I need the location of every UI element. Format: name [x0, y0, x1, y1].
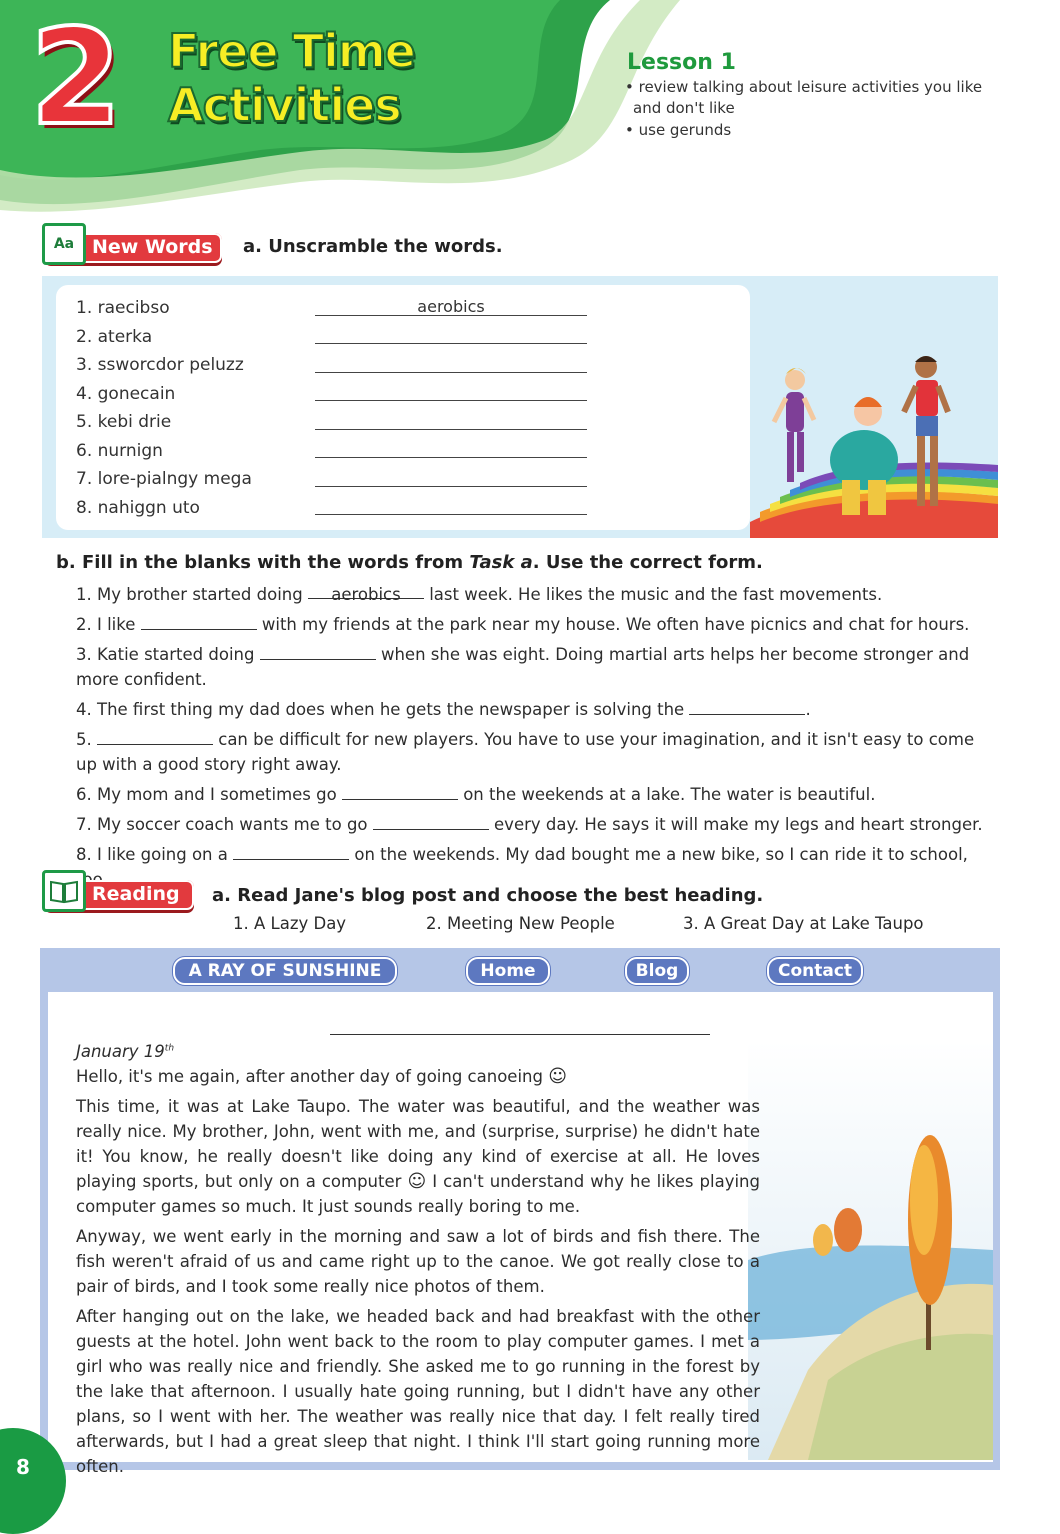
nav-home[interactable]: Home: [466, 957, 550, 985]
answer-line-2[interactable]: [315, 343, 587, 344]
blank-1: aerobics: [308, 582, 424, 599]
nav-blog[interactable]: Blog: [625, 957, 689, 985]
smiley-icon: ☺: [548, 1066, 567, 1087]
sentence-4: 4. The first thing my dad does when he gets the newspaper is solving the .: [76, 700, 811, 719]
blank-4[interactable]: [689, 698, 805, 715]
blank-6[interactable]: [342, 783, 458, 800]
new-words-badge: [44, 233, 222, 263]
heading-blank-line[interactable]: [330, 1034, 710, 1035]
blog-paragraph-2: Anyway, we went early in the morning and saw a lot of birds and fish there. The fish weren't afraid of us and came right up to the canoe. We got really close to a pair of birds, and I took some really nice photos of them.: [76, 1227, 760, 1296]
lesson-objective-2: • use gerunds: [625, 121, 732, 139]
new-words-label: New Words: [92, 236, 213, 258]
scrambled-word-3: 3. ssworcdor peluzz: [76, 355, 244, 375]
answer-line-6[interactable]: [315, 457, 587, 458]
reading-badge: [44, 880, 194, 910]
sentence-7: 7. My soccer coach wants me to go every day. He says it will make my legs and heart stronger.: [76, 815, 983, 834]
task-b-instruction: b. Fill in the blanks with the words from Task a. Use the correct form.: [56, 552, 763, 573]
sentence-6: 6. My mom and I sometimes go on the weekends at a lake. The water is beautiful.: [76, 785, 876, 804]
answer-line-7[interactable]: [315, 486, 587, 487]
reading-task-a: a. Read Jane's blog post and choose the best heading.: [212, 885, 764, 906]
vocabulary-icon: Aa: [42, 223, 86, 265]
scrambled-word-8: 8. nahiggn uto: [76, 498, 200, 518]
sentence-3: 3. Katie started doing when she was eight. Doing martial arts helps her become stronger and more confident.: [76, 645, 970, 689]
unscramble-card: [56, 285, 750, 530]
header-background: [0, 0, 1060, 215]
scrambled-word-4: 4. gonecain: [76, 384, 176, 404]
unit-number: 2: [30, 1, 118, 155]
nav-contact[interactable]: Contact: [767, 957, 863, 985]
answer-example: aerobics: [417, 297, 485, 316]
lesson-title: Lesson 1: [627, 50, 736, 75]
blank-7[interactable]: [373, 813, 489, 830]
blog-paragraph-1: This time, it was at Lake Taupo. The water was beautiful, and the weather was really nice. My brother, John, went with me, and (surprise, surprise) he didn't hate it! You know, he really doesn't like doing any kind of exercise at all. He loves playing sports, but only on a computer ☺ I can't understand why he likes playing computer games so much. It just sounds really boring to me.: [76, 1097, 760, 1216]
sentence-5: 5. can be difficult for new players. You have to use your imagination, and it isn't easy to come up with a good story right away.: [76, 730, 975, 774]
unit-title-line1: Free Time: [168, 24, 415, 78]
blog-site-title[interactable]: A RAY OF SUNSHINE: [173, 957, 397, 985]
scrambled-word-2: 2. aterka: [76, 327, 153, 347]
blank-2[interactable]: [141, 613, 257, 630]
task-a-instruction: a. Unscramble the words.: [243, 236, 503, 257]
page-number: 8: [16, 1455, 30, 1479]
lesson-objective-1-cont: and don't like: [633, 99, 735, 117]
blog-paragraph-3: After hanging out on the lake, we headed back and had breakfast with the other guests at the hotel. John went back to the room to play computer games. I met a girl who was really nice and friendly. She asked me to go running in the forest by the lake that afternoon. I usually hate going running, but I didn't have any other plans, so I went with her. The weather was really nice that day. I felt really tired afterwards, but I had a great sleep that night. I think I'll start going running more often.: [76, 1307, 760, 1476]
heading-option-1: 1. A Lazy Day: [233, 914, 347, 933]
answer-line-4[interactable]: [315, 400, 587, 401]
blank-5[interactable]: [97, 728, 213, 745]
scrambled-word-1: 1. raecibso: [76, 298, 170, 318]
unit-title-line2: Activities: [168, 78, 401, 132]
lesson-objective-1: • review talking about leisure activities you like: [625, 78, 983, 96]
reading-label: Reading: [92, 883, 180, 905]
sentence-1: 1. My brother started doing aerobics last week. He likes the music and the fast movements.: [76, 582, 986, 607]
scrambled-word-6: 6. nurnign: [76, 441, 163, 461]
sentence-8: 8. I like going on a on the weekends. My dad bought me a new bike, so I can ride it to school,: [76, 845, 968, 864]
sentence-2: 2. I like with my friends at the park near my house. We often have picnics and chat for hours.: [76, 615, 970, 634]
answer-line-3[interactable]: [315, 372, 587, 373]
scrambled-word-7: 7. lore-pialngy mega: [76, 469, 252, 489]
answer-line-5[interactable]: [315, 429, 587, 430]
blog-date: January 19th: [76, 1042, 175, 1061]
answer-line-8[interactable]: [315, 514, 587, 515]
blog-greeting: Hello, it's me again, after another day of going canoeing ☺: [76, 1066, 567, 1087]
book-icon: [42, 870, 86, 912]
heading-option-2: 2. Meeting New People: [426, 914, 615, 933]
scrambled-word-5: 5. kebi drie: [76, 412, 172, 432]
lake-illustration: [748, 1040, 993, 1460]
smiley-icon: ☺: [407, 1171, 427, 1192]
answer-line-1[interactable]: [315, 315, 587, 316]
heading-option-3: 3. A Great Day at Lake Taupo: [683, 914, 924, 933]
blank-8[interactable]: [233, 843, 349, 860]
blank-3[interactable]: [260, 643, 376, 660]
runners-illustration: [750, 352, 998, 538]
